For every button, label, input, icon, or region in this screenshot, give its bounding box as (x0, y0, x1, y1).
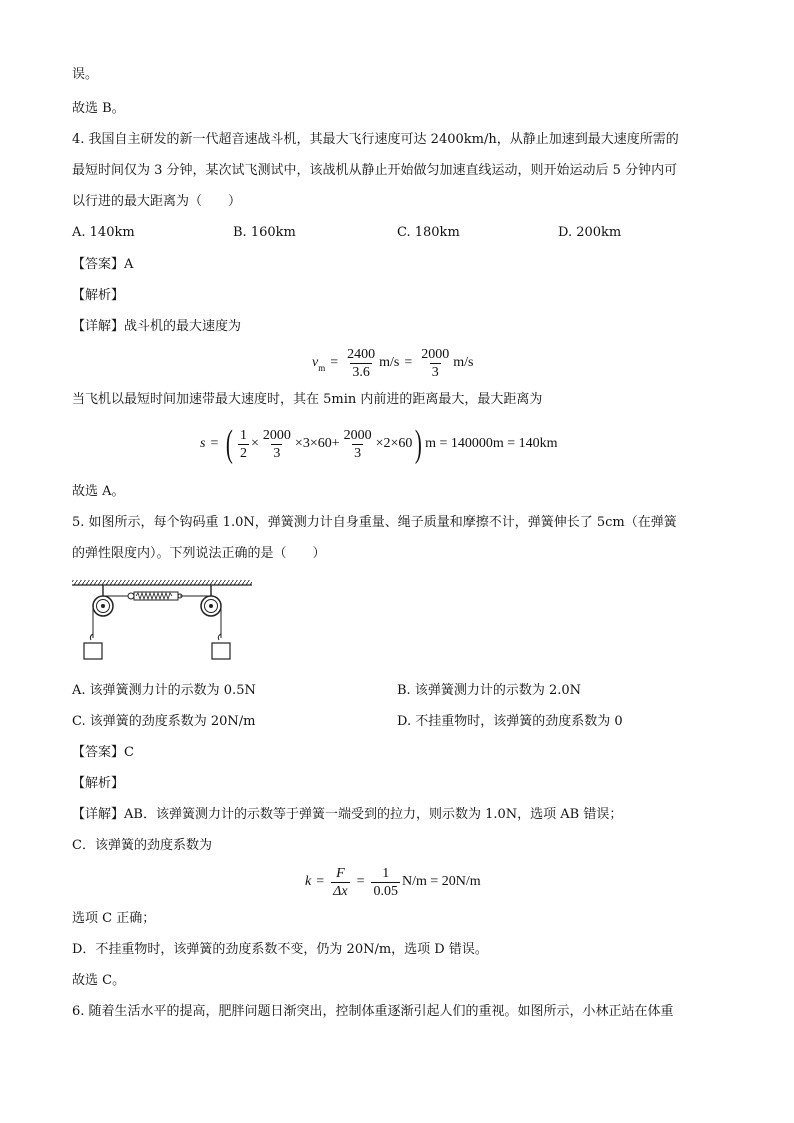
ceiling (72, 580, 252, 585)
denominator: 3 (431, 364, 439, 380)
numerator: 2400 (347, 346, 376, 362)
q5-option-a: A. 该弹簧测力计的示数为 0.5N (72, 683, 256, 698)
question-4-line-2: 最短时间仅为 3 分钟，某次试飞测试中，该战机从静止开始做匀加速直线运动，则开始运动后 5 分钟内可 (72, 163, 678, 178)
numerator: 1 (240, 427, 248, 443)
analysis-tag: 【解析】 (72, 776, 125, 791)
numerator: 1 (382, 865, 390, 881)
denominator: Δx (333, 883, 348, 899)
fraction (238, 428, 249, 461)
q4-option-b: B. 160km (233, 225, 296, 240)
spring-scale (128, 592, 182, 600)
fraction (345, 347, 377, 380)
q4-option-d: D. 200km (558, 225, 622, 240)
left-weight (84, 643, 102, 659)
equation-spring-constant (305, 862, 481, 902)
eq-sign: = (356, 874, 365, 889)
text-line: 当飞机以最短时间加速带最大速度时，其在 5min 内前进的距离最大，最大距离为 (72, 392, 543, 407)
question-6-line-1: 6. 随着生活水平的提高，肥胖问题日渐突出，控制体重逐渐引起人们的重视。如图所示，小林正站在体重 (72, 1004, 674, 1019)
question-4-line-3: 以行进的最大距离为（ ） (72, 194, 242, 209)
unit: m/s (453, 355, 474, 370)
numerator: F (336, 865, 345, 881)
question-5-line-1: 5. 如图所示，每个钩码重 1.0N，弹簧测力计自身重量、绳子质量和摩擦不计，弹簧伸长了 5cm（在弹簧 (72, 515, 677, 530)
eq-symbol: k (305, 874, 312, 889)
operator: ×3×60+ (294, 436, 340, 451)
eq-sign: = (330, 355, 339, 370)
answer-tag: 【答案】A (72, 257, 134, 272)
right-weight (212, 643, 230, 659)
equation-max-speed (312, 343, 474, 383)
left-pulley (93, 596, 113, 616)
analysis-tag: 【解析】 (72, 288, 125, 303)
denominator: 3 (354, 445, 362, 461)
numerator: 2000 (262, 427, 291, 443)
q5-option-d: D. 不挂重物时，该弹簧的劲度系数为 0 (397, 714, 623, 729)
fraction (331, 866, 349, 899)
detail-line: 【详解】AB．该弹簧测力计的示数等于弹簧一端受到的拉力，则示数为 1.0N，选项 AB 错误； (72, 807, 623, 822)
unit: m/s (379, 355, 400, 370)
numerator: 2000 (343, 427, 372, 443)
text-line: 选项 C 正确； (72, 911, 156, 926)
numerator: 2000 (421, 346, 450, 362)
detail-line: 【详解】战斗机的最大速度为 (72, 319, 242, 334)
operator: ×2×60 (375, 436, 413, 451)
right-paren: ) (415, 423, 423, 465)
denominator: 3.6 (352, 364, 370, 380)
q5-option-c: C. 该弹簧的劲度系数为 20N/m (72, 714, 256, 729)
answer-tag: 【答案】C (72, 745, 134, 760)
q4-option-c: C. 180km (397, 225, 460, 240)
text-line: 误。 (72, 67, 99, 82)
denominator: 3 (273, 445, 281, 461)
text-line: 故选 B。 (72, 101, 125, 116)
text-line: D．不挂重物时，该弹簧的劲度系数不变，仍为 20N/m，选项 D 错误。 (72, 942, 488, 957)
fraction (261, 428, 293, 461)
q4-option-a: A. 140km (72, 225, 135, 240)
eq-sign: = (316, 874, 325, 889)
result: N/m = 20N/m (401, 874, 481, 889)
left-paren: ( (226, 423, 234, 465)
fraction (419, 347, 451, 380)
operator: × (251, 436, 259, 451)
eq-subscript: m (318, 363, 326, 373)
text-line: C．该弹簧的劲度系数为 (72, 838, 212, 853)
eq-symbol: s (200, 436, 206, 451)
denominator: 0.05 (373, 883, 398, 899)
fraction (342, 428, 374, 461)
eq-sign: = (210, 436, 219, 451)
text-line: 故选 C。 (72, 973, 126, 988)
equation-max-distance (200, 423, 558, 465)
fraction (371, 866, 400, 899)
q5-option-b: B. 该弹簧测力计的示数为 2.0N (397, 683, 581, 698)
question-4-line-1: 4. 我国自主研发的新一代超音速战斗机，其最大飞行速度可达 2400km/h，从静止加速到最大速度所需的 (72, 132, 679, 147)
text-line: 故选 A。 (72, 484, 125, 499)
eq-sign: = (404, 355, 413, 370)
result: m = 140000m = 140km (425, 436, 558, 451)
eq-symbol: v (312, 355, 319, 370)
denominator: 2 (240, 445, 248, 461)
question-5-line-2: 的弹性限度内）。下列说法正确的是（ ） (72, 546, 326, 561)
pulley-spring-diagram (72, 576, 252, 666)
right-pulley (201, 596, 221, 616)
